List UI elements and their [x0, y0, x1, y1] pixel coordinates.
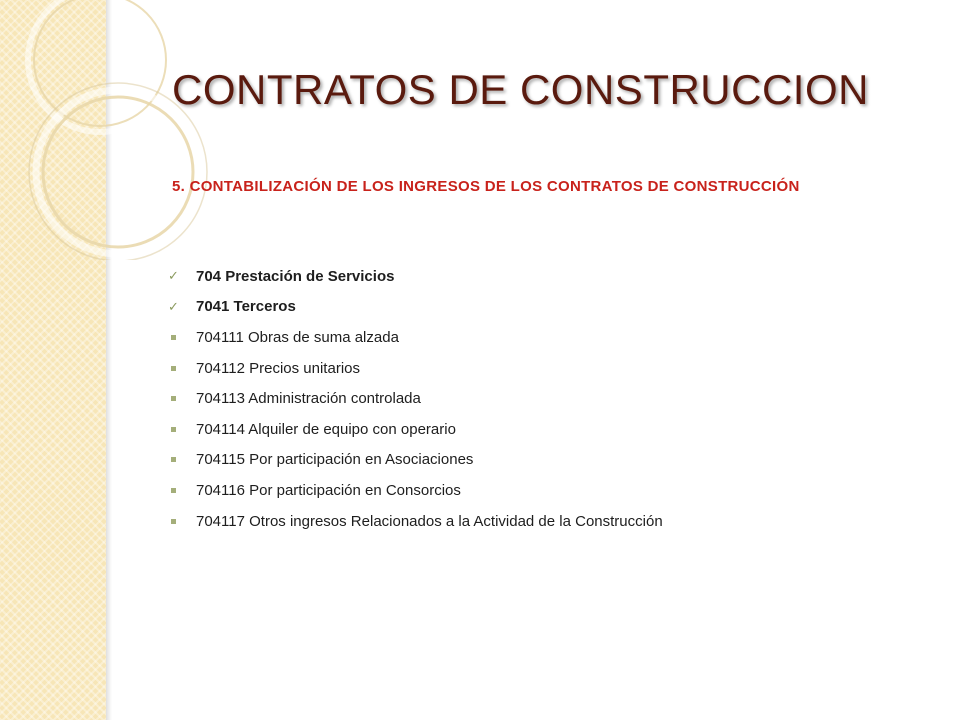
square-bullet-icon [168, 396, 196, 401]
list-item [168, 475, 663, 506]
list-item [168, 292, 663, 323]
list-item-text: 704115 Por participación en Asociaciones [196, 451, 474, 469]
square-bullet-icon [168, 519, 196, 524]
check-icon: ✓ [168, 268, 179, 284]
list-item-text: 704117 Otros ingresos Relacionados a la Actividad de la Construcción [196, 512, 663, 530]
list-item [168, 261, 663, 292]
slide-title: CONTRATOS DE CONSTRUCCION [172, 66, 869, 113]
list-item-text: 704111 Obras de suma alzada [196, 328, 399, 346]
list-item [168, 383, 663, 414]
square-bullet-icon [168, 427, 196, 432]
square-bullet-icon [168, 457, 196, 462]
decorative-rings [0, 0, 240, 260]
list-item-text: 7041 Terceros [196, 298, 296, 316]
check-icon: ✓ [168, 298, 179, 314]
list-item-text: 704112 Precios unitarios [196, 359, 360, 377]
slide-subtitle: 5. CONTABILIZACIÓN DE LOS INGRESOS DE LOS CONTRATOS DE CONSTRUCCIÓN [172, 178, 800, 195]
square-bullet-icon [168, 488, 196, 493]
square-bullet-icon [168, 335, 196, 340]
list-item [168, 322, 663, 353]
list-item-text: 704 Prestación de Servicios [196, 267, 395, 285]
list-item [168, 445, 663, 476]
list-item [168, 353, 663, 384]
list-item [168, 506, 663, 537]
list-item [168, 414, 663, 445]
account-list [168, 261, 663, 536]
square-bullet-icon [168, 366, 196, 371]
list-item-text: 704116 Por participación en Consorcios [196, 481, 461, 499]
list-item-text: 704113 Administración controlada [196, 390, 421, 408]
list-item-text: 704114 Alquiler de equipo con operario [196, 420, 456, 438]
